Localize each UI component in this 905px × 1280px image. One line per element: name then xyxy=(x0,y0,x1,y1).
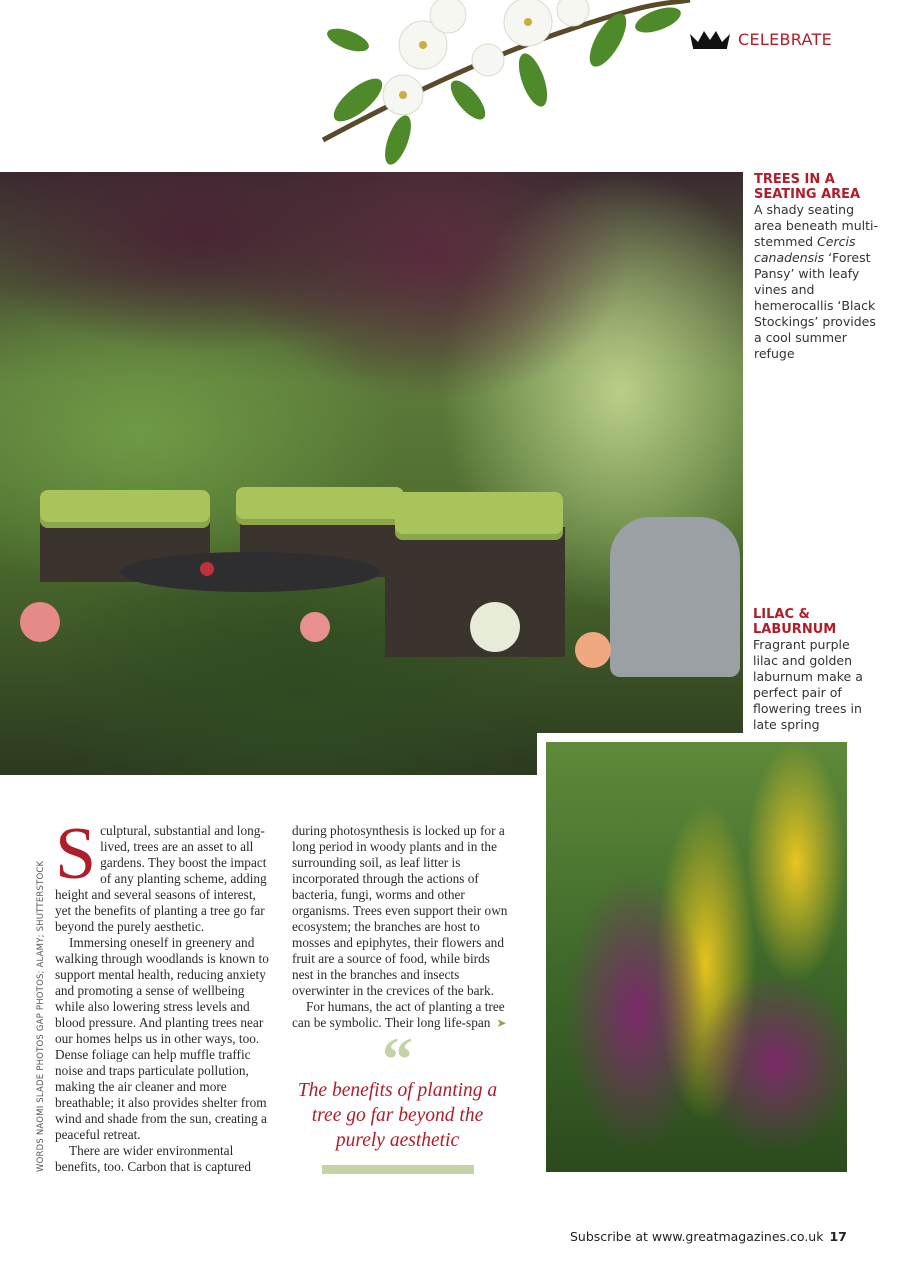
quote-mark-icon: “ xyxy=(382,1026,413,1094)
paragraph: during photosynthesis is locked up for a long period in woody plants and in the surrounding soil, as leaf litter is incorporated through the actions of bacteria, fungi, worms and other organisms. Trees even support their own ecosystem; the branches are host to mosses and epiphytes, their flowers and fruit are a source of food, while birds nest in the branches and insects overwinter in the crevices of the bark. xyxy=(292,823,508,998)
section-label: CELEBRATE xyxy=(738,29,833,49)
pull-quote xyxy=(285,1026,510,1174)
paragraph: There are wider environmental benefits, too. Carbon that is captured xyxy=(55,1143,252,1174)
caption-title: LILAC & LABURNUM xyxy=(753,607,837,637)
section-header xyxy=(688,28,832,50)
lilac-laburnum-photo xyxy=(546,742,847,1172)
photo-credit: WORDS NAOMI SLADE PHOTOS GAP PHOTOS; ALAMY; SHUTTERSTOCK xyxy=(36,860,46,1172)
article-column-1 xyxy=(55,813,275,1175)
drop-cap: S xyxy=(55,813,97,895)
caption-lilac-laburnum xyxy=(753,607,873,733)
page-footer xyxy=(570,1229,847,1244)
blossom-branch-image xyxy=(318,0,693,165)
caption-body: Fragrant purple lilac and golden laburnum make a perfect pair of flowering trees in late spring xyxy=(753,637,863,732)
paragraph: Immersing oneself in greenery and walking through woodlands is known to support mental health, reducing anxiety and promoting a sense of wellbeing while also lowering stress levels and blood pressure. And planting trees near our homes helps us in other ways, too. Dense foliage can help muffle traffic noise and traps particulate pollution, making the air cleaner and more breathable; it also provides shelter from wind and shade from the sun, creating a peaceful retreat. xyxy=(55,935,269,1142)
subscribe-link[interactable]: Subscribe at www.greatmagazines.co.uk xyxy=(570,1229,824,1244)
caption-seating-area xyxy=(754,172,879,362)
crown-icon xyxy=(688,28,732,50)
seating-area-photo xyxy=(0,172,743,775)
paragraph: For humans, the act of planting a tree can be symbolic. Their long life-span ➤ xyxy=(292,999,507,1030)
continue-arrow-icon: ➤ xyxy=(496,1016,507,1030)
caption-title: TREES IN A SEATING AREA xyxy=(754,172,861,202)
pull-quote-text: The benefits of planting a tree go far beyond the purely aesthetic xyxy=(297,1080,498,1151)
caption-body: A shady seating area beneath multi-stemmed Cercis canadensis ‘Forest Pansy’ with leafy vines and hemerocallis ‘Black Stockings’ provides a cool summer refuge xyxy=(754,202,878,361)
quote-divider xyxy=(322,1165,474,1174)
paragraph: Sculptural, substantial and long-lived, trees are an asset to all gardens. They boost the impact of any planting scheme, adding height and several seasons of interest, yet the benefits of planting a tree go far beyond the purely aesthetic. xyxy=(55,813,267,934)
page-number: 17 xyxy=(829,1229,847,1244)
article-column-2 xyxy=(292,823,514,1031)
